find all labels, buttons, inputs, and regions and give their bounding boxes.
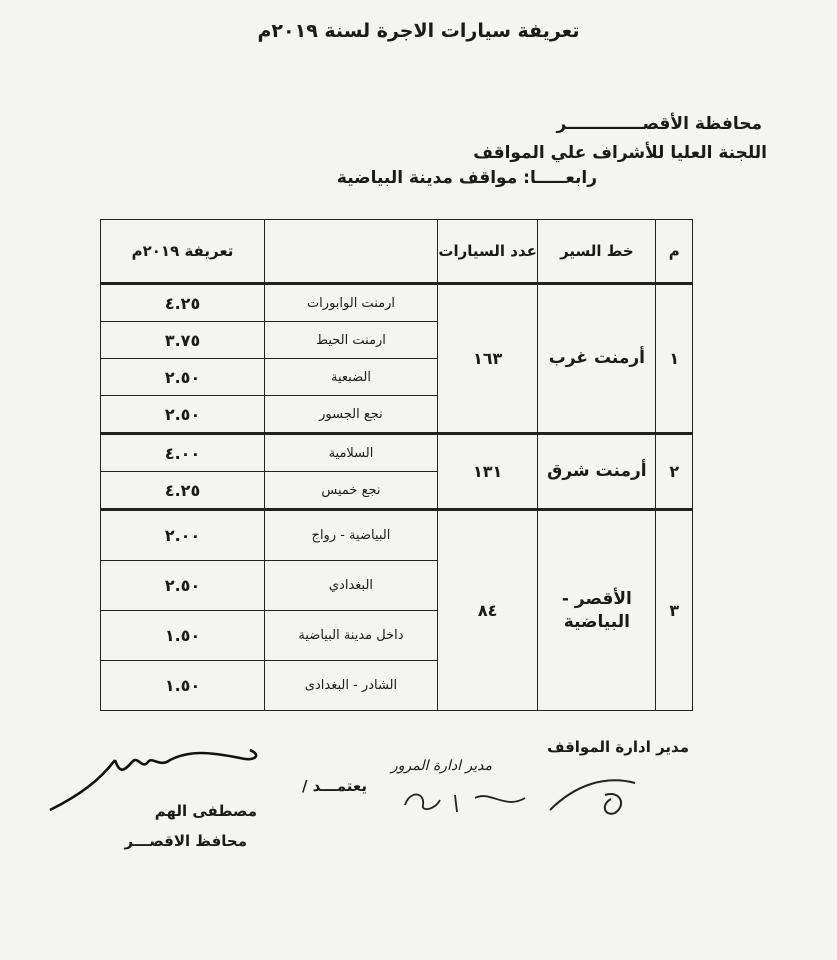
stop-name: ارمنت الحيط — [265, 322, 438, 359]
fare-value: ٢.٥٠ — [101, 396, 265, 434]
route-line: أرمنت غرب — [538, 284, 656, 434]
fare-value: ٤.٢٥ — [101, 472, 265, 510]
row-number: ٣ — [656, 510, 693, 711]
stop-name: الشادر - البغدادى — [265, 661, 438, 711]
fare-value: ٤.٢٥ — [101, 284, 265, 322]
governor-title: محافظ الاقصـــر — [124, 832, 247, 850]
manager-handwritten-signature — [545, 755, 665, 825]
governorate-label: محافظة الأقصـــــــــــــر — [556, 114, 762, 134]
stop-name: ارمنت الوابورات — [265, 284, 438, 322]
stop-name: السلامية — [265, 434, 438, 472]
row-number: ١ — [656, 284, 693, 434]
header-fare: تعريفة ٢٠١٩م — [101, 220, 265, 284]
table-header-row — [101, 220, 693, 284]
director-handwritten-signature — [395, 780, 535, 820]
header-line: خط السير — [538, 220, 656, 284]
governor-handwritten-signature — [40, 740, 270, 820]
director-signature-label: مدير ادارة المرور — [391, 758, 492, 774]
route-line: أرمنت شرق — [538, 434, 656, 510]
table-row — [101, 434, 693, 472]
table-row — [101, 510, 693, 561]
fare-value: ٢.٠٠ — [101, 510, 265, 561]
tariff-table — [100, 219, 693, 711]
table-row — [101, 284, 693, 322]
committee-label: اللجنة العليا للأشراف علي المواقف — [473, 143, 767, 163]
header-stop — [265, 220, 438, 284]
car-count: ١٦٣ — [437, 284, 537, 434]
manager-signature-label: مدير ادارة المواقف — [547, 738, 689, 756]
header-count: عدد السيارات — [437, 220, 537, 284]
stop-name: البياضية - رواج — [265, 510, 438, 561]
fare-value: ١.٥٠ — [101, 661, 265, 711]
stop-name: داخل مدينة البياضية — [265, 611, 438, 661]
fare-value: ١.٥٠ — [101, 611, 265, 661]
stop-name: الضبعية — [265, 359, 438, 396]
car-count: ٨٤ — [437, 510, 537, 711]
section-label: رابعـــــا: مواقف مدينة البياضية — [336, 168, 597, 188]
fare-value: ٤.٠٠ — [101, 434, 265, 472]
stop-name: نجع خميس — [265, 472, 438, 510]
document-title: تعريفة سيارات الاجرة لسنة ٢٠١٩م — [257, 20, 580, 42]
header-no: م — [656, 220, 693, 284]
row-number: ٢ — [656, 434, 693, 510]
route-line: الأقصر - البياضية — [538, 510, 656, 711]
governor-name: مصطفى الهم — [154, 802, 257, 820]
fare-value: ٣.٧٥ — [101, 322, 265, 359]
stop-name: البغدادي — [265, 561, 438, 611]
approve-label: يعتمـــد / — [301, 777, 367, 795]
fare-value: ٢.٥٠ — [101, 561, 265, 611]
fare-value: ٢.٥٠ — [101, 359, 265, 396]
stop-name: نجع الجسور — [265, 396, 438, 434]
car-count: ١٣١ — [437, 434, 537, 510]
